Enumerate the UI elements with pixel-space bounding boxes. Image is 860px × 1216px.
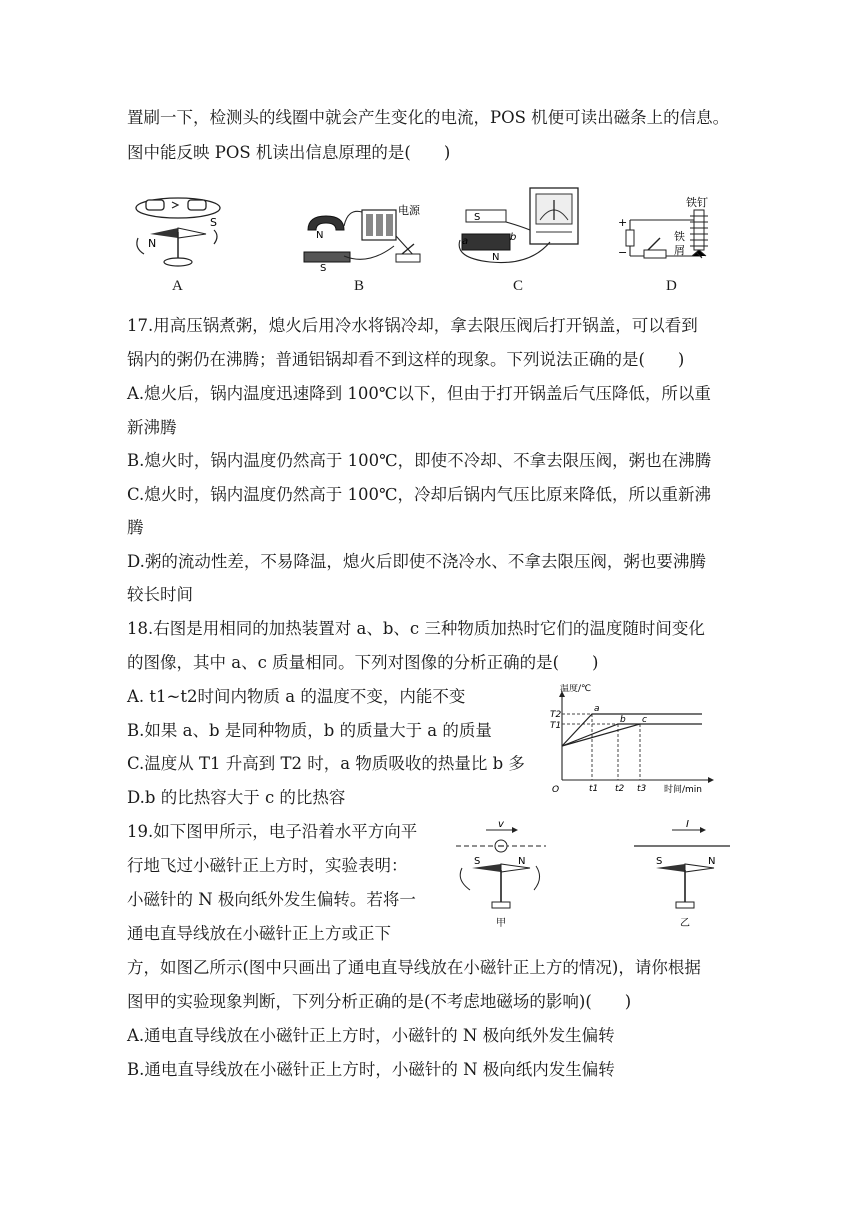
figure-d-plus-label: +: [618, 216, 628, 229]
q17-stem-line-1: 17.用高压锅煮粥，熄火后用冷水将锅冷却，拿去限压阀后打开锅盖，可以看到: [127, 316, 698, 335]
graph-tick-t2: t2: [615, 784, 625, 794]
q19-stem-line-2: 行地飞过小磁针正上方时，实验表明：: [127, 856, 408, 875]
q18-stem-line-1: 18.右图是用相同的加热装置对 a、b、c 三种物质加热时它们的温度随时间变化: [127, 619, 705, 638]
q18-option-c: C.温度从 T1 升高到 T2 时，a 物质吸收的热量比 b 多: [127, 754, 525, 773]
figure-a-n-label: N: [148, 237, 157, 250]
figure-c-caption: C: [513, 278, 524, 294]
figure-d-minus-label: −: [618, 246, 628, 259]
jia-caption: 甲: [496, 918, 506, 929]
q18-option-a: A. t1~t2时间内物质 a 的温度不变，内能不变: [127, 687, 466, 706]
q19-figure-jia: [452, 818, 552, 930]
figure-c-n-label: N: [492, 252, 500, 263]
q19-option-b: B.通电直导线放在小磁针正上方时，小磁针的 N 极向纸内发生偏转: [127, 1060, 615, 1079]
graph-x-axis-label: 时间/min: [664, 785, 703, 795]
figure-d-electromagnet: [612, 194, 732, 274]
q19-stem-line-3: 小磁针的 N 极向纸外发生偏转。若将一: [127, 890, 416, 909]
jia-v-label: v: [498, 819, 504, 830]
figure-c-galvanometer: [452, 182, 584, 274]
q19-stem-line-1: 19.如下图甲所示，电子沿着水平方向平: [127, 822, 418, 841]
q17-option-a-line-1: A.熄火后，锅内温度迅速降到 100℃以下，但由于打开锅盖后气压降低，所以重: [127, 384, 711, 403]
figure-d-filings-label-1: 铁: [674, 230, 685, 243]
figure-a-compass-wire: [128, 190, 228, 272]
graph-curve-b-label: b: [620, 715, 626, 725]
q18-temperature-time-graph: [548, 684, 720, 798]
yi-s-label: S: [656, 856, 663, 867]
figure-a-caption: A: [172, 278, 183, 294]
graph-curve-c-label: c: [642, 715, 647, 725]
intro-line-1: 置刷一下，检测头的线圈中就会产生变化的电流，POS 机便可读出磁条上的信息。: [127, 108, 730, 127]
figure-b-n-label: N: [316, 230, 324, 241]
q17-option-b: B.熄火时，锅内温度仍然高于 100℃，即使不冷却、不拿去限压阀，粥也在沸腾: [127, 451, 712, 470]
q17-option-d-line-1: D.粥的流动性差，不易降温，熄火后即使不浇冷水、不拿去限压阀，粥也要沸腾: [127, 552, 706, 571]
figure-c-b-label: b: [510, 232, 517, 243]
q19-stem-line-5: 方，如图乙所示(图中只画出了通电直导线放在小磁针正上方的情况)，请你根据: [127, 958, 701, 977]
q19-figure-yi: [628, 818, 732, 930]
graph-origin-label: O: [552, 785, 560, 795]
q18-option-d: D.b 的比热容大于 c 的比热容: [127, 788, 346, 807]
figure-c-a-label: a: [462, 236, 469, 247]
figure-b-caption: B: [354, 278, 365, 294]
q19-stem-line-6: 图甲的实验现象判断，下列分析正确的是(不考虑地磁场的影响)( ): [127, 992, 632, 1011]
q17-option-a-line-2: 新沸腾: [127, 418, 177, 437]
graph-tick-t2-upper: T2: [550, 710, 562, 720]
figure-b-magnet-circuit: [294, 200, 426, 274]
q17-stem-line-2: 锅内的粥仍在沸腾；普通铝锅却看不到这样的现象。下列说法正确的是( ): [127, 350, 685, 369]
figure-d-caption: D: [666, 278, 677, 294]
figure-a-s-label: S: [210, 216, 217, 229]
figure-d-filings-label-2: 屑: [674, 244, 685, 257]
jia-s-label: S: [474, 856, 481, 867]
jia-n-label: N: [518, 856, 526, 867]
yi-caption: 乙: [680, 918, 690, 929]
graph-y-axis-label: 温度/℃: [560, 684, 592, 694]
q17-option-c-line-1: C.熄火时，锅内温度仍然高于 100℃，冷却后锅内气压比原来降低，所以重新沸: [127, 485, 711, 504]
figure-d-nail-label: 铁钉: [686, 196, 708, 209]
q17-option-c-line-2: 腾: [127, 518, 144, 537]
yi-i-label: I: [686, 819, 689, 830]
figure-b-s-label: S: [320, 263, 327, 274]
graph-tick-t1: t1: [589, 784, 599, 794]
q19-option-a: A.通电直导线放在小磁针正上方时，小磁针的 N 极向纸外发生偏转: [127, 1026, 615, 1045]
figure-b-source-label: 电源: [398, 204, 420, 217]
yi-n-label: N: [708, 856, 716, 867]
q18-stem-line-2: 的图像，其中 a、c 质量相同。下列对图像的分析正确的是( ): [127, 653, 599, 672]
intro-line-2: 图中能反映 POS 机读出信息原理的是( ): [127, 143, 451, 162]
graph-curve-a-label: a: [594, 704, 600, 714]
graph-tick-t1-upper: T1: [550, 721, 562, 731]
figure-c-s-label: S: [474, 212, 481, 223]
graph-tick-t3: t3: [637, 784, 647, 794]
q17-option-d-line-2: 较长时间: [127, 585, 193, 604]
q19-stem-line-4: 通电直导线放在小磁针正上方或正下: [127, 924, 391, 943]
q18-option-b: B.如果 a、b 是同种物质，b 的质量大于 a 的质量: [127, 721, 492, 740]
